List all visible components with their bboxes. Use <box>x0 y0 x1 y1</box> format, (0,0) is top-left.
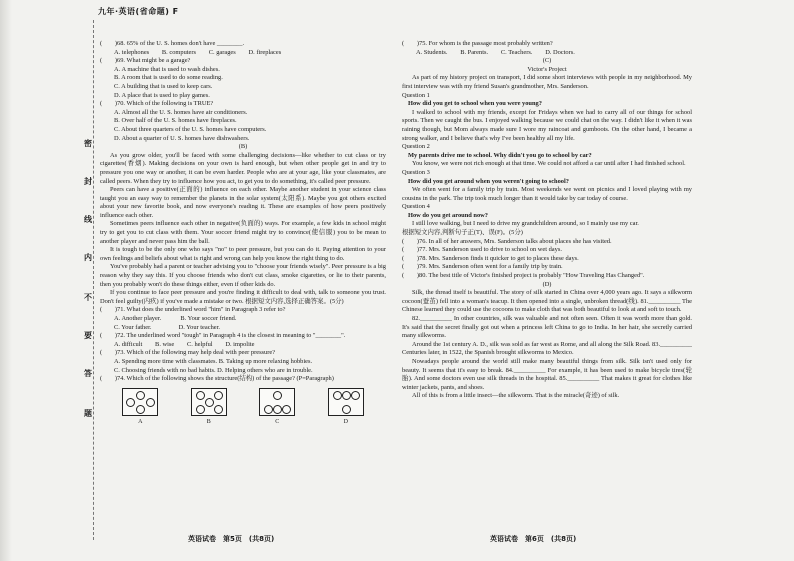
paragraph: I walked to school with my friends, except for Fridays when we had to carry all of our things for school sports. Then we caught the bus. I enjoyed walking because we could chat on the way. I didn't like it when it was raining though, but Mom always made sure I wore my raincoat and gumboots. On the other hand, I became a strong walker, and I believe that's why I've been healthy all my life. <box>402 108 692 142</box>
margin-char: 密 <box>84 139 92 148</box>
structure-diagram-icon <box>328 388 364 416</box>
diagram-a <box>122 388 158 427</box>
option: B. A room that is used to do some reading. <box>114 74 223 82</box>
paragraph: Sometimes peers influence each other in negative(负面的) ways. For example, a few kids in school might try to get you to cut class with them. Your soccer friend might try to convince(使信服) you to be mean to another player and never pass him the ball. <box>100 220 386 245</box>
option: C. Choosing friends with no bad habits. D. Helping others who are in trouble. <box>114 366 313 374</box>
margin-char: 不 <box>84 293 92 302</box>
seal-margin <box>0 0 92 561</box>
question-label: Question 3 <box>402 168 430 176</box>
paragraph: All of this is from a little insect—the silkworm. That is the miracle(奇迹) of silk. <box>412 392 620 400</box>
question-74: ( )74. Which of the following shows the structure(结构) of the passage? (P=Paragraph) <box>100 375 334 383</box>
paragraph: As part of my history project on transport, I did some short interviews with people in my neighborhood. My first interview was with my friend Susan's grandmother, Mrs. Sanderson. <box>402 74 692 90</box>
diagram-label: A <box>138 418 143 425</box>
options-68: A. telephones B. computers C. garages D. fireplaces <box>114 48 282 56</box>
section-heading: (C) <box>542 57 552 65</box>
paragraph: As you grow older, you'll be faced with some challenging decisions—like whether to cut class or try cigarettes(香烟). Making decisions on your own is hard enough, but when other people get in and try to pressure you one way or another, it can be even harder. People who are at your age, like your classmates, are called peers. When they try to influence how you act, to get you to do something, it's called peer pressure. <box>100 151 386 185</box>
section-heading: (B) <box>238 143 248 151</box>
option: A. A machine that is used to wash dishes. <box>114 65 220 73</box>
paragraph: We often went for a family trip by train. Most weekends we went on picnics and I loved playing with my cousins in the park. The trip took much longer than it would take by car today of course. <box>402 186 692 202</box>
paragraph: You know, we were not rich enough at that time. We could not afford a car until after I had finished school. <box>412 160 686 168</box>
question-76: ( )76. In all of her answers, Mrs. Sanderson talks about places she has visited. <box>402 237 612 245</box>
interview-question: My parents drive me to school. Why didn't you go to school by car? <box>408 151 592 159</box>
question-71: ( )71. What does the underlined word "him" in Paragraph 3 refer to? <box>100 306 286 314</box>
question-label: Question 2 <box>402 143 430 151</box>
option: C. About three quarters of the U. S. homes have computers. <box>114 125 267 133</box>
paragraph: I still love walking, but I need to drive my grandchildren around, so I mainly use my car. <box>412 220 639 228</box>
margin-char: 内 <box>84 253 92 262</box>
footer-left: 英语试卷 第5页 (共8页) <box>188 535 275 543</box>
section-heading: (D) <box>542 280 552 288</box>
option: B. Over half of the U. S. homes have fireplaces. <box>114 117 237 125</box>
passage-title: Victor's Project <box>527 65 567 73</box>
question-75: ( )75. For whom is the passage most probably written? <box>402 40 553 47</box>
option: A. Another player. B. Your soccer friend. <box>114 315 237 322</box>
question-69: ( )69. What might be a garage? <box>100 57 191 65</box>
structure-diagram-icon <box>259 388 295 416</box>
diagram-label: D <box>343 418 348 425</box>
right-column <box>402 40 692 401</box>
paragraph: Peers can have a positive(正面的) influence on each other. Maybe another student in your science class taught you an easy way to remember the planets in the solar system(太阳系). Maybe you got others excited about your new favorite book, and now everyone's reading it. These are examples of how peers positively influence each other. <box>100 186 386 219</box>
question-68: ( )68. 65% of the U. S. homes don't have ________. <box>100 40 245 47</box>
structure-diagram-icon <box>191 388 227 416</box>
paragraph: You've probably had a parent or teacher advising you to "choose your friends wisely". Peer pressure is a big reason why they say this. If you choose friends who don't cut class, smoke cigarettes, or lie to their parents, then you probably won't do these things either, even if other kids do. <box>100 263 386 288</box>
question-label: Question 4 <box>402 203 430 211</box>
question-77: ( )77. Mrs. Sanderson used to drive to school on wet days. <box>402 246 562 254</box>
left-column <box>100 40 386 426</box>
paragraph: Silk, the thread itself is beautiful. The story of silk started in China over 4,000 years ago. It says a silkworm cocoon(蚕茧) fell into a woman's teacup. It then opened into a single, unbroken thread(线). 81.__________ The Chinese learned they could use the cocoons to make cloth that was both beautiful to look at and soft to touch. <box>402 289 692 314</box>
interview-question: How did you get to school when you were young? <box>408 100 542 108</box>
paragraph: It is tough to be the only one who says "no" to peer pressure, but you can do it. Paying attention to your own feelings and beliefs about what is right and wrong can help you know the right thing to do. <box>100 246 386 262</box>
margin-char: 封 <box>84 177 92 186</box>
option: D. A place that is used to play games. <box>114 91 210 99</box>
option: C. Your father. D. Your teacher. <box>114 323 220 331</box>
diagram-c <box>259 388 295 427</box>
margin-char: 答 <box>84 369 92 378</box>
paragraph: If you continue to face peer pressure and you're finding it difficult to deal with, talk to someone you trust. Don't feel guilty(内疚) if you've made a mistake or two. 根据短文内容,选择正确答案。(5分) <box>100 289 386 305</box>
question-78: ( )78. Mrs. Sanderson finds it quicker to get to places these days. <box>402 254 579 262</box>
option: C. A building that is used to keep cars. <box>114 82 213 90</box>
question-79: ( )79. Mrs. Sanderson often went for a family trip by train. <box>402 263 563 271</box>
structure-diagrams <box>100 388 386 427</box>
instruction: 根据短文内容,判断句子正(T)、误(F)。(5分) <box>402 229 523 237</box>
footer-right: 英语试卷 第6页 (共8页) <box>490 535 577 543</box>
option: A. difficult B. wise C. helpful D. impolite <box>114 340 255 348</box>
diagram-label: C <box>275 418 280 425</box>
option: A. Almost all the U. S. homes have air conditioners. <box>114 108 248 116</box>
interview-question: How did you get around when you weren't going to school? <box>408 177 569 185</box>
diagram-label: B <box>206 418 211 425</box>
option: D. About a quarter of U. S. homes have dishwashers. <box>114 134 250 142</box>
margin-char: 要 <box>84 331 92 340</box>
option: A. Spending more time with classmates. B. Taking up more relaxing hobbies. <box>114 357 313 365</box>
diagram-b <box>191 388 227 427</box>
margin-char: 题 <box>84 409 92 418</box>
paragraph: Nowadays people around the world still make many beautiful things from silk. Silk isn't used only for beauty. It seems that it's easy to break. 84.__________ For example, it has been used to make bicycle tires(轮胎). And some doctors even use silk threads in the hospital. 85.__________ That makes it great for clothes like winter jackets, pants, and shoes. <box>402 357 692 391</box>
margin-char: 线 <box>84 215 92 224</box>
question-73: ( )73. Which of the following may help deal with peer pressure? <box>100 349 276 357</box>
paragraph: Around the 1st century A. D., silk was sold as far west as Rome, and all along the Silk Road. 83.__________ Centuries later, in 1522, the Spanish brought silkworms to Mexico. <box>402 340 692 357</box>
question-80: ( )80. The best title of Victor's finished project is probably "How Traveling Has Changed". <box>402 272 645 280</box>
interview-question: How do you get around now? <box>408 211 488 219</box>
question-70: ( )70. Which of the following is TRUE? <box>100 100 214 108</box>
question-72: ( )72. The underlined word "tough" in Paragraph 4 is the closest in meaning to "________". <box>100 332 346 340</box>
diagram-d <box>328 388 364 427</box>
structure-diagram-icon <box>122 388 158 416</box>
option: A. Students. B. Parents. C. Teachers. D. Doctors. <box>416 48 575 56</box>
paper-header: 九年·英语(省命题) F <box>98 7 179 16</box>
question-label: Question 1 <box>402 91 430 99</box>
paragraph: 82.__________ In other countries, silk was valuable and not often seen. Often it was worth more than gold. It's said that the secret finally got out when a princess left China to go to India. In her hair, she secretly carried many silkworms. <box>402 315 692 340</box>
seal-line <box>93 20 94 540</box>
